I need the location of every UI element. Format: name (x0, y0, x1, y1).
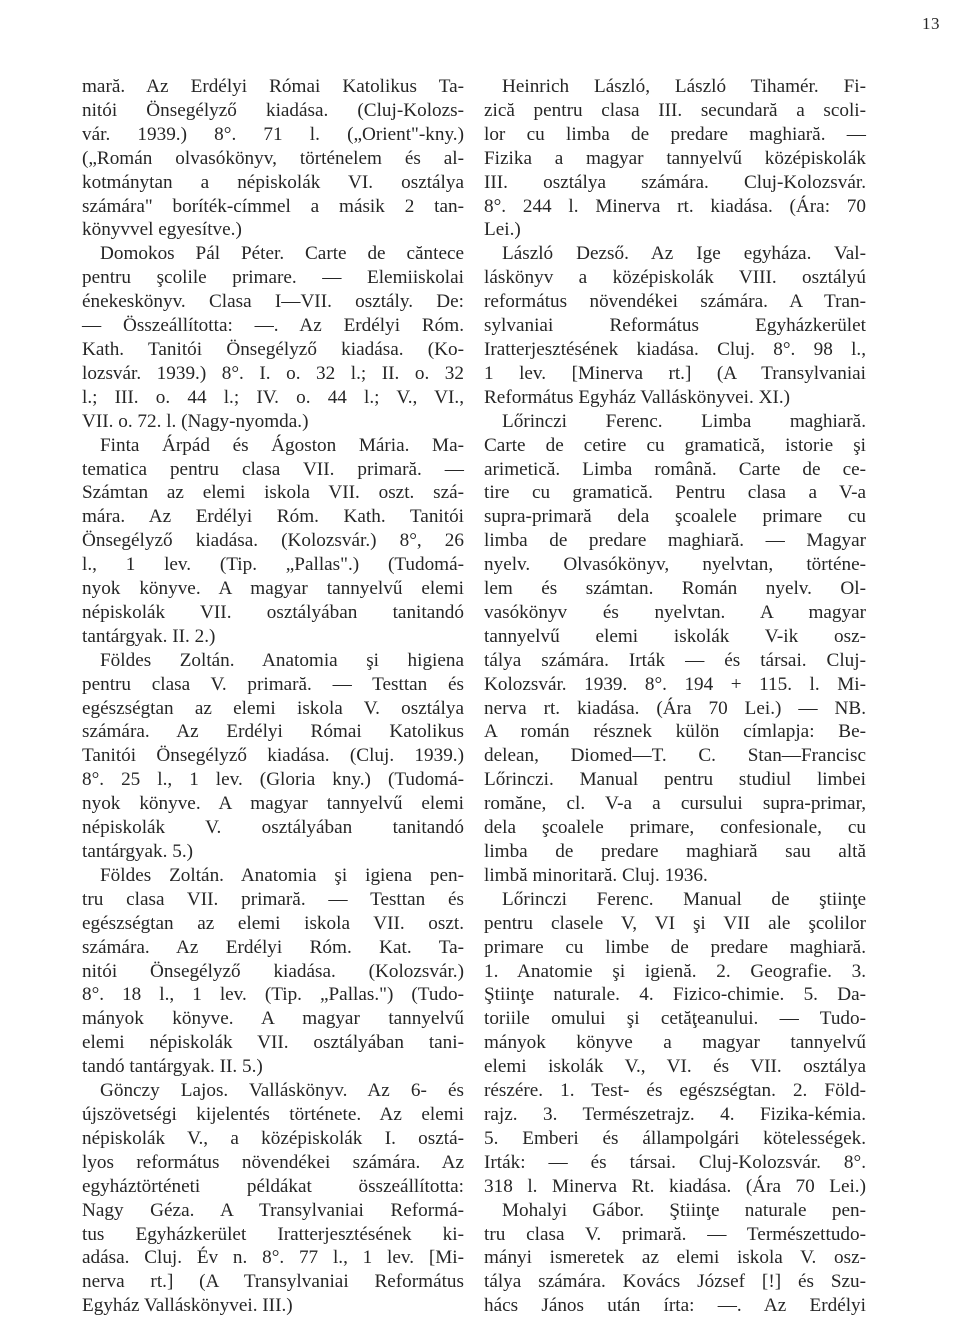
text-line: újszövetségi kijelentés története. Az elemi (82, 1103, 464, 1125)
entry-heading: Lőrinczi Ferenc. Manual de ştiinţe (502, 888, 866, 910)
text-line: Számtan az elemi iskola VII. oszt. szá- (82, 482, 464, 504)
text-line: nyelv. Olvasókönyv, nyelvtan, történe- (484, 554, 866, 576)
page-number: 13 (922, 14, 940, 33)
text-line: énekeskönyv. Clasa I—VII. osztály. De: (82, 291, 464, 313)
entry-heading: Finta Árpád és Ágoston Mária. Ma- (100, 434, 464, 456)
text-line: tru clasa V. primară. — Természettudo- (484, 1223, 866, 1245)
text-line: Református Egyház Valláskönyvei. XI.) (484, 386, 791, 408)
text-line: l., 1 lev. (Tip. „Pallas".) (Tudomá- (82, 554, 464, 576)
text-line: lor cu limba de predare maghiară. — (484, 123, 866, 145)
text-line: tannyelvű elemi iskolák V-ik osz- (484, 625, 866, 647)
entry-heading: Mohalyi Gábor. Ştiinţe naturale pen- (502, 1199, 866, 1221)
text-line: mară. Az Erdélyi Római Katolikus Ta- (82, 76, 464, 97)
text-line: lozsvár. 1939.) 8°. I. o. 32 l.; II. o. 32 (82, 362, 464, 384)
text-line: tire cu gramatică. Pentru clasa a V-a (484, 482, 866, 504)
text-line: Önsegélyző kiadása. (Kolozsvár.) 8°, 26 (82, 530, 464, 552)
text-line: Ştiinţe naturale. 4. Fizico-chimie. 5. Da- (484, 984, 866, 1006)
text-line: tantárgyak. 5.) (82, 841, 194, 862)
text-line: delean, Diomed—T. C. Stan—Francisc (484, 745, 866, 767)
text-line: limbă minoritară. Cluj. 1936. (484, 864, 708, 886)
text-line: mányi ismeretek az elemi iskola V. osz- (484, 1247, 866, 1269)
text-line: limba de predare maghiară. — Magyar (484, 530, 866, 552)
text-line: Fizika a magyar tannyelvű középiskolák (484, 147, 866, 169)
text-line: III. osztálya számára. Cluj-Kolozsvár. (484, 171, 866, 193)
text-line: vasókönyv és nyelvtan. A magyar (484, 601, 866, 623)
text-line: tálya számára. Irták — és társai. Cluj- (484, 649, 866, 671)
text-line: tandó tantárgyak. II. 5.) (82, 1056, 263, 1078)
text-line: 1. Anatomie şi igienă. 2. Geografie. 3. (484, 960, 866, 982)
text-line: lyos református növendékei számára. Az (82, 1151, 464, 1173)
text-line: primare cu limbe de predare maghiară. (484, 936, 866, 958)
text-line: mára. Az Erdélyi Róm. Kath. Tanitói (82, 506, 464, 528)
text-line: VII. o. 72. l. (Nagy-nyomda.) (82, 410, 309, 432)
text-line: adása. Cluj. Év n. 8°. 77 l., 1 lev. [Mi- (82, 1247, 464, 1269)
text-line: tus Egyházkerület Iratterjesztésének ki- (82, 1223, 464, 1245)
text-line: tru clasa VII. primară. — Testtan és (82, 888, 464, 910)
text-line: Lőrinczi. Manual pentru studiul limbei (484, 769, 866, 791)
text-line: nerva rt. kiadása. (Ára 70 Lei.) — NB. (484, 697, 866, 719)
text-line: nerva rt.] (A Transylvaniai Református (82, 1271, 464, 1293)
text-line: Kath. Tanitói Önsegélyző kiadása. (Ko- (82, 338, 464, 360)
text-line: pentru clasele V, VI şi VII ale şcolilor (484, 912, 866, 934)
text-line: népiskolák V. osztályában tanitandó (82, 817, 464, 839)
text-line: rajz. 3. Természetrajz. 4. Fizika-kémia. (484, 1103, 866, 1125)
text-line: református növendékei számára. A Tran- (484, 291, 866, 313)
text-line: láskönyv a középiskolák VIII. osztályú (484, 267, 866, 289)
text-line: mányok könyve. A magyar tannyelvű (82, 1008, 464, 1030)
text-line: Egyház Valláskönyvei. III.) (82, 1295, 293, 1317)
text-line: Lei.) (484, 219, 521, 241)
text-line: Irták: — és társai. Cluj-Kolozsvár. 8°. (484, 1151, 866, 1173)
entry-heading: Földes Zoltán. Anatomia şi higiena (100, 649, 464, 671)
text-line: dela şcoalele primare, confesionale, cu (484, 817, 866, 839)
text-line: tematica pentru clasa VII. primară. — (82, 458, 464, 480)
text-line: vár. 1939.) 8°. 71 l. („Orient"-kny.) (82, 123, 464, 145)
text-line: nyok könyve. A magyar tannyelvű elemi (82, 793, 464, 815)
text-line: könyvvel egyesítve.) (82, 219, 242, 241)
text-line: egészségtan az elemi iskola VII. oszt. (82, 912, 464, 934)
text-line: nyok könyve. A magyar tannyelvű elemi (82, 578, 464, 600)
text-line: zică pentru clasa III. secundară a scoli- (484, 99, 866, 121)
text-line: hács János után írta: —. Az Erdélyi (484, 1295, 866, 1317)
entry-heading: Lőrinczi Ferenc. Limba maghiară. (502, 410, 866, 432)
text-line: Nagy Géza. A Transylvaniai Reformá- (82, 1199, 464, 1221)
text-line: („Román olvasókönyv, történelem és al- (82, 147, 464, 169)
right-column (484, 75, 866, 1318)
text-line: 318 l. Minerva Rt. kiadása. (Ára 70 Lei.) (484, 1175, 866, 1197)
text-line: elemi népiskolák VII. osztályában tani- (82, 1032, 464, 1054)
text-line: romăne, cl. V-a a cursului supra-primar, (484, 793, 866, 815)
text-line: népiskolák VII. osztályában tanitandó (82, 601, 464, 623)
text-line: Tanitói Önsegélyző kiadása. (Cluj. 1939.) (82, 745, 464, 767)
text-line: 1 lev. [Minerva rt.] (A Transylvaniai (484, 362, 866, 384)
text-line: számára" boríték-címmel a másik 2 tan- (82, 195, 464, 217)
text-line: nitói Önsegélyző kiadása. (Kolozsvár.) (82, 960, 464, 982)
entry-heading: Heinrich László, László Tihamér. Fi- (502, 76, 866, 97)
text-line: A román résznek külön címlapja: Be- (484, 721, 866, 743)
text-line: toriile omului şi cetăţeanului. — Tudo- (484, 1008, 866, 1030)
text-line: pentru clasa V. primară. — Testtan és (82, 673, 464, 695)
text-line: l.; III. o. 44 l.; IV. o. 44 l.; V., VI., (82, 386, 464, 408)
text-line: Iratterjesztésének kiadása. Cluj. 8°. 98 l., (484, 338, 866, 360)
text-line: elemi iskolák V., VI. és VII. osztálya (484, 1056, 866, 1078)
text-line: számára. Az Erdélyi Római Katolikus (82, 721, 464, 743)
text-line: tálya számára. Kovács József [!] és Szu- (484, 1271, 866, 1293)
text-line: sylvaniai Református Egyházkerület (484, 315, 866, 337)
text-line: népiskolák V., a középiskolák I. osztá- (82, 1127, 464, 1149)
entry-heading: Domokos Pál Péter. Carte de căntece (100, 243, 464, 265)
left-column (82, 75, 464, 1318)
text-line: 8°. 25 l., 1 lev. (Gloria kny.) (Tudomá- (82, 769, 464, 791)
text-line: pentru şcolile primare. — Elemiiskolai (82, 267, 464, 289)
text-line: — Összeállította: —. Az Erdélyi Róm. (82, 315, 464, 337)
entry-heading: László Dezső. Az Ige egyháza. Val- (502, 243, 866, 265)
text-line: egyháztörténeti példákat összeállította: (82, 1175, 464, 1197)
text-line: supra-primară dela şcoalele primare cu (484, 506, 866, 528)
text-line: nitói Önsegélyző kiadása. (Cluj-Kolozs- (82, 99, 464, 121)
text-line: számára. Az Erdélyi Róm. Kat. Ta- (82, 936, 464, 958)
text-line: 5. Emberi és állampolgári kötelességek. (484, 1127, 866, 1149)
entry-heading: Földes Zoltán. Anatomia şi igiena pen- (100, 864, 464, 886)
text-line: részére. 1. Test- és egészségtan. 2. Föld- (484, 1080, 866, 1102)
text-line: 8°. 18 l., 1 lev. (Tip. „Pallas.") (Tudo- (82, 984, 464, 1006)
text-line: 8°. 244 l. Minerva rt. kiadása. (Ára: 70 (484, 195, 866, 217)
text-line: lem és számtan. Román nyelv. Ol- (484, 578, 866, 600)
text-line: egészségtan az elemi iskola V. osztálya (82, 697, 464, 719)
text-line: Carte de cetire cu gramatică, istorie şi (484, 434, 866, 456)
entry-heading: Gönczy Lajos. Valláskönyv. Az 6- és (100, 1080, 464, 1102)
text-line: limba de predare maghiară sau altă (484, 841, 866, 862)
text-line: kotmánytan a népiskolák VI. osztálya (82, 171, 464, 193)
text-line: Kolozsvár. 1939. 8°. 194 + 115. l. Mi- (484, 673, 866, 695)
text-line: mányok könyve a magyar tannyelvű (484, 1032, 866, 1054)
text-line: arimetică. Limba română. Carte de ce- (484, 458, 866, 480)
text-line: tantárgyak. II. 2.) (82, 625, 216, 647)
